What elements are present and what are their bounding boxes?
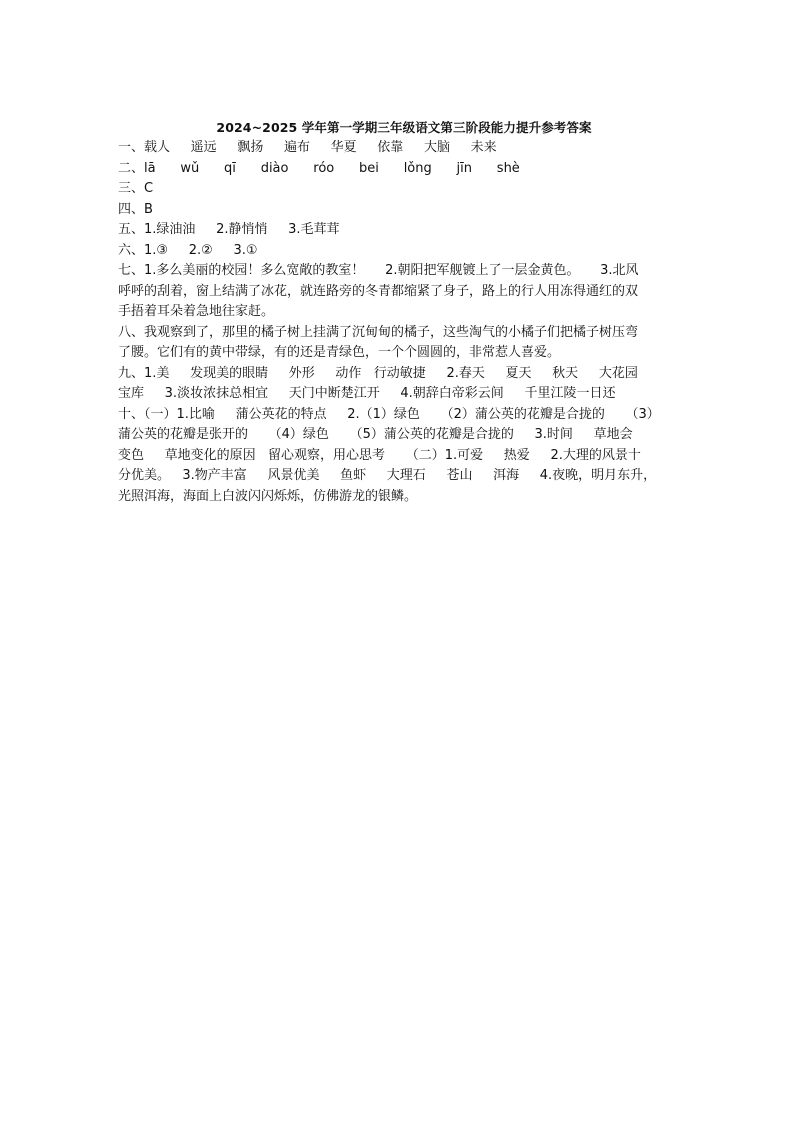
answer-line-5: 五、1.绿油油 2.静悄悄 3.毛茸茸	[118, 222, 340, 237]
document-title: 2024~2025 学年第一学期三年级语文第三阶段能力提升参考答案	[216, 120, 592, 135]
answer-line-17: 分优美。 3.物产丰富 风景优美 鱼虾 大理石 苍山 洱海 4.夜晚，明月东升，	[118, 468, 657, 483]
answer-line-14: 十、（一）1.比喻 蒲公英花的特点 2.（1）绿色 （2）蒲公英的花瓣是合拢的 （3）	[118, 406, 660, 422]
answer-line-9: 手捂着耳朵着急地往家赶。	[118, 304, 275, 319]
answer-line-2: 二、lā wǔ qī diào róo bei lǒng jīn shè	[118, 160, 520, 176]
answer-line-13: 宝库 3.淡妆浓抹总相宜 天门中断楚江开 4.朝辞白帝彩云间 千里江陵一日还	[118, 386, 616, 401]
answer-line-10: 八、我观察到了，那里的橘子树上挂满了沉甸甸的橘子，这些淘气的小橘子们把橘子树压弯	[118, 324, 639, 340]
answer-line-7: 七、1.多么美丽的校园！多么宽敞的教室！ 2.朝阳把军舰镀上了一层金黄色。 3.北风	[118, 263, 639, 278]
answer-key-content	[118, 118, 678, 507]
answer-line-1: 一、载人 遥远 飘扬 遍布 华夏 依靠 大脑 未来	[118, 140, 497, 155]
answer-line-8: 呼呼的刮着，窗上结满了冰花，就连路旁的冬青都缩紧了身子，路上的行人用冻得通红的双	[118, 283, 639, 299]
answer-line-11: 了腰。它们有的黄中带绿，有的还是青绿色，一个个圆圆的，非常惹人喜爱。	[118, 345, 561, 360]
answer-line-18: 光照洱海，海面上白波闪闪烁烁，仿佛游龙的银鳞。	[118, 488, 418, 504]
answer-line-16: 变色 草地变化的原因 留心观察，用心思考 （二）1.可爱 热爱 2.大理的风景十	[118, 447, 641, 463]
answer-line-12: 九、1.美 发现美的眼睛 外形 动作 行动敏捷 2.春天 夏天 秋天 大花园	[118, 365, 638, 381]
answer-line-3: 三、C	[118, 181, 154, 196]
answer-line-6: 六、1.③ 2.② 3.①	[118, 242, 258, 258]
answer-line-4: 四、B	[118, 201, 153, 217]
answer-line-15: 蒲公英的花瓣是张开的 （4）绿色 （5）蒲公英的花瓣是合拢的 3.时间 草地会	[118, 427, 633, 442]
